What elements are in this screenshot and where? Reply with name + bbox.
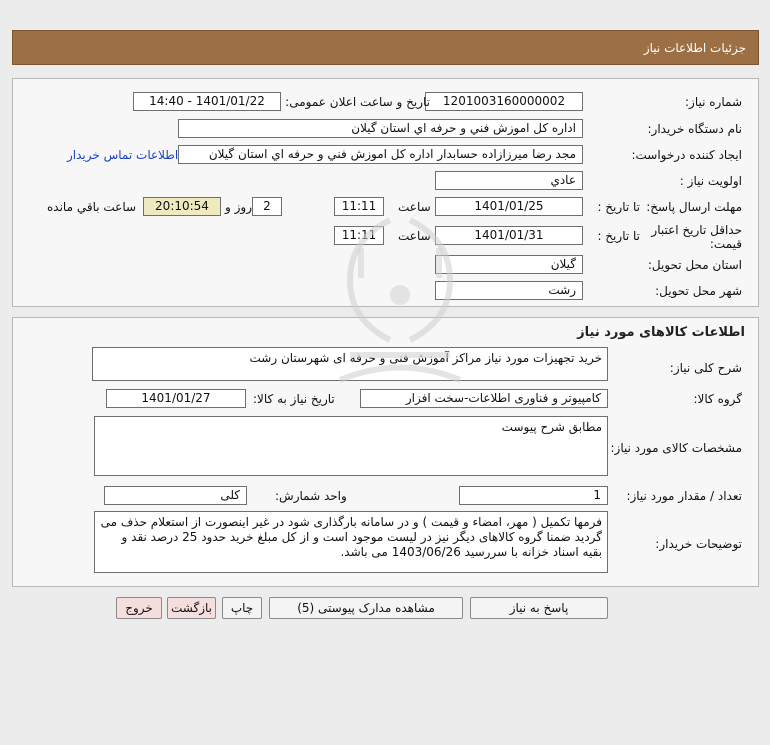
quantity-field: 1: [459, 486, 608, 505]
reply-date-field: 1401/01/25: [435, 197, 583, 216]
reply-to-need-button[interactable]: پاسخ به نیاز: [470, 597, 608, 619]
summary-label: شرح کلی نیاز:: [669, 361, 742, 375]
need-date-field: 1401/01/27: [106, 389, 246, 408]
announce-datetime-label: تاریخ و ساعت اعلان عمومی:: [285, 95, 430, 109]
buyer-contact-link[interactable]: اطلاعات تماس خریدار: [67, 148, 179, 162]
goods-section-title: اطلاعات کالاهای مورد نیاز: [577, 325, 745, 340]
print-button[interactable]: چاپ: [222, 597, 262, 619]
delivery-city-label: شهر محل تحویل:: [655, 284, 742, 298]
delivery-city-field: رشت: [435, 281, 583, 300]
price-validity-label-line2: قیمت:: [709, 237, 742, 251]
specs-label: مشخصات کالای مورد نیاز:: [610, 441, 742, 455]
announce-datetime-field: 1401/01/22 - 14:40: [133, 92, 281, 111]
specs-field: مطابق شرح پیوست: [94, 416, 608, 476]
buyer-notes-label: توضیحات خریدار:: [655, 537, 742, 551]
unit-field: کلی: [104, 486, 247, 505]
price-to-date-label: تا تاریخ :: [597, 229, 640, 243]
reply-time-label: ساعت: [398, 200, 431, 214]
page-header: [12, 30, 759, 65]
days-remaining-field: 2: [252, 197, 282, 216]
price-time-label: ساعت: [398, 229, 431, 243]
price-date-field: 1401/01/31: [435, 226, 583, 245]
buyer-org-field: اداره کل اموزش فني و حرفه اي استان گيلان: [178, 119, 583, 138]
reply-deadline-label: مهلت ارسال پاسخ:: [646, 200, 742, 214]
requester-label: ایجاد کننده درخواست:: [631, 148, 742, 162]
price-validity-label-line1: حداقل تاریخ اعتبار: [651, 223, 742, 237]
priority-field: عادي: [435, 171, 583, 190]
goods-group-label: گروه کالا:: [693, 392, 742, 406]
price-time-field: 11:11: [334, 226, 384, 245]
summary-field: خرید تجهیزات مورد نیاز مراکز آموزش فنی و حرفه ای شهرستان رشت: [92, 347, 608, 381]
buyer-org-label: نام دستگاه خریدار:: [647, 122, 742, 136]
need-number-label: شماره نیاز:: [685, 95, 742, 109]
page-title: جزئیات اطلاعات نیاز: [643, 41, 746, 55]
time-remaining-field: 20:10:54: [143, 197, 221, 216]
requester-field: مجد رضا ميرزازاده حسابدار اداره كل اموزش فني و حرفه اي استان گيلان: [178, 145, 583, 164]
need-date-label: تاریخ نیاز به کالا:: [253, 392, 335, 406]
goods-group-field: کامپیوتر و فناوری اطلاعات-سخت افزار: [360, 389, 608, 408]
buyer-notes-field: فرمها تکمیل ( مهر، امضاء و قیمت ) و در سامانه بارگذاری شود در غیر اینصورت از استعلام حذف می گردید ضمنا گروه کالاهای دیگر نیز در لیست موجود است و از کل مبلغ خرید حدود 25 درصد نقد و بقیه اسناد خزانه با سررسید 1403/06/26 می باشد.: [94, 511, 608, 573]
delivery-province-field: گيلان: [435, 255, 583, 274]
view-attachments-button[interactable]: مشاهده مدارک پیوستی (5): [269, 597, 463, 619]
time-remaining-label: ساعت باقي مانده: [47, 200, 137, 214]
days-label: روز و: [225, 200, 252, 214]
exit-button[interactable]: خروج: [116, 597, 162, 619]
priority-label: اولویت نیاز :: [679, 174, 742, 188]
unit-label: واحد شمارش:: [275, 489, 347, 503]
reply-time-field: 11:11: [334, 197, 384, 216]
need-number-field: 1201003160000002: [425, 92, 583, 111]
reply-to-date-label: تا تاریخ :: [597, 200, 640, 214]
need-details-panel: [12, 78, 759, 307]
delivery-province-label: استان محل تحویل:: [647, 258, 742, 272]
back-button[interactable]: بازگشت: [167, 597, 216, 619]
quantity-label: تعداد / مقدار مورد نیاز:: [626, 489, 742, 503]
